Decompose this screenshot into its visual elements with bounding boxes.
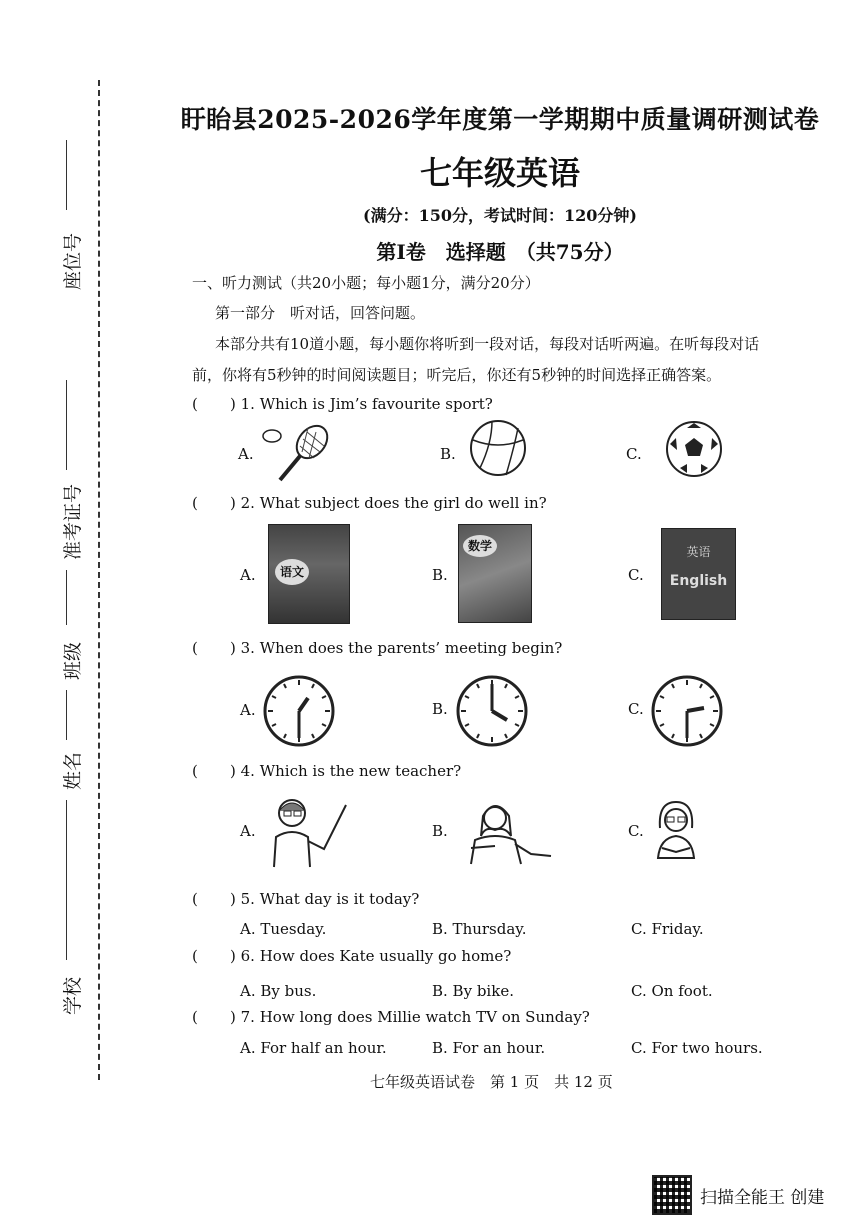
- q1-option-a: A.: [238, 445, 254, 463]
- q4-option-a: A.: [240, 822, 256, 840]
- part-heading: 一、听力测试（共20小题；每小题1分，满分20分）: [192, 274, 540, 292]
- clock-c-icon: [650, 674, 724, 748]
- clock-b-icon: [455, 674, 529, 748]
- q1-option-c: C.: [626, 445, 642, 463]
- exam-title: 盱眙县2025-2026学年度第一学期期中质量调研测试卷: [180, 105, 820, 134]
- chinese-book-icon: 语文: [268, 524, 350, 624]
- q7-option-b: B. For an hour.: [432, 1039, 546, 1057]
- q3-option-a: A.: [240, 701, 256, 719]
- q1-option-b: B.: [440, 445, 456, 463]
- q2-option-b: B.: [432, 566, 448, 584]
- exam-no-rule: [66, 380, 67, 470]
- soccer-ball-icon: [665, 420, 723, 478]
- question-4: ( ) 4. Which is the new teacher?: [192, 762, 462, 780]
- question-1: ( ) 1. Which is Jim’s favourite sport?: [192, 395, 493, 413]
- question-2: ( ) 2. What subject does the girl do well in?: [192, 494, 547, 512]
- basketball-icon: [468, 418, 528, 478]
- section-title: 第Ⅰ卷 选择题 （共75分）: [376, 240, 624, 264]
- part-sub: 第一部分 听对话，回答问题。: [215, 304, 426, 322]
- q6-option-b: B. By bike.: [432, 982, 514, 1000]
- name-label: 姓名: [62, 751, 84, 790]
- female-teacher-icon: [465, 796, 555, 866]
- question-5: ( ) 5. What day is it today?: [192, 890, 420, 908]
- question-3: ( ) 3. When does the parents’ meeting begin?: [192, 639, 563, 657]
- english-book-icon: 英语 English: [661, 528, 736, 620]
- math-book-icon: 数学: [458, 524, 532, 623]
- question-6: ( ) 6. How does Kate usually go home?: [192, 947, 512, 965]
- page-footer: 七年级英语试卷 第 1 页 共 12 页: [370, 1073, 613, 1091]
- q4-option-c: C.: [628, 822, 644, 840]
- school-rule: [66, 800, 67, 960]
- exam-no-label: 准考证号: [62, 483, 84, 560]
- q3-option-b: B.: [432, 700, 448, 718]
- q2-option-a: A.: [240, 566, 256, 584]
- class-rule: [66, 570, 67, 625]
- q7-option-a: A. For half an hour.: [240, 1039, 387, 1057]
- q3-option-c: C.: [628, 700, 644, 718]
- q2-option-c: C.: [628, 566, 644, 584]
- seat-label: 座位号: [62, 232, 84, 290]
- seat-rule: [66, 140, 67, 210]
- subject-title: 七年级英语: [419, 154, 580, 192]
- q6-option-c: C. On foot.: [631, 982, 713, 1000]
- instructions-line1: 本部分共有10道小题，每小题你将听到一段对话，每段对话听两遍。在听每段对话: [215, 335, 760, 353]
- exam-info: (满分：150分，考试时间：120分钟): [363, 206, 637, 225]
- instructions-line2: 前，你将有5秒钟的时间阅读题目；听完后，你还有5秒钟的时间选择正确答案。: [192, 366, 722, 384]
- scanner-watermark: 扫描全能王 创建: [652, 1175, 824, 1215]
- girl-reading-icon: [652, 798, 700, 862]
- q4-option-b: B.: [432, 822, 448, 840]
- qr-code-icon: [652, 1175, 692, 1215]
- teacher-pointer-icon: [266, 795, 350, 871]
- school-label: 学校: [62, 976, 84, 1015]
- q6-option-a: A. By bus.: [240, 982, 317, 1000]
- q7-option-c: C. For two hours.: [631, 1039, 763, 1057]
- name-rule: [66, 690, 67, 740]
- class-label: 班级: [62, 641, 84, 680]
- binding-line: [98, 80, 100, 1080]
- q5-option-c: C. Friday.: [631, 920, 704, 938]
- q5-option-a: A. Tuesday.: [240, 920, 327, 938]
- tennis-racket-icon: [262, 422, 337, 484]
- clock-a-icon: [262, 674, 336, 748]
- q5-option-b: B. Thursday.: [432, 920, 527, 938]
- question-7: ( ) 7. How long does Millie watch TV on Sunday?: [192, 1008, 590, 1026]
